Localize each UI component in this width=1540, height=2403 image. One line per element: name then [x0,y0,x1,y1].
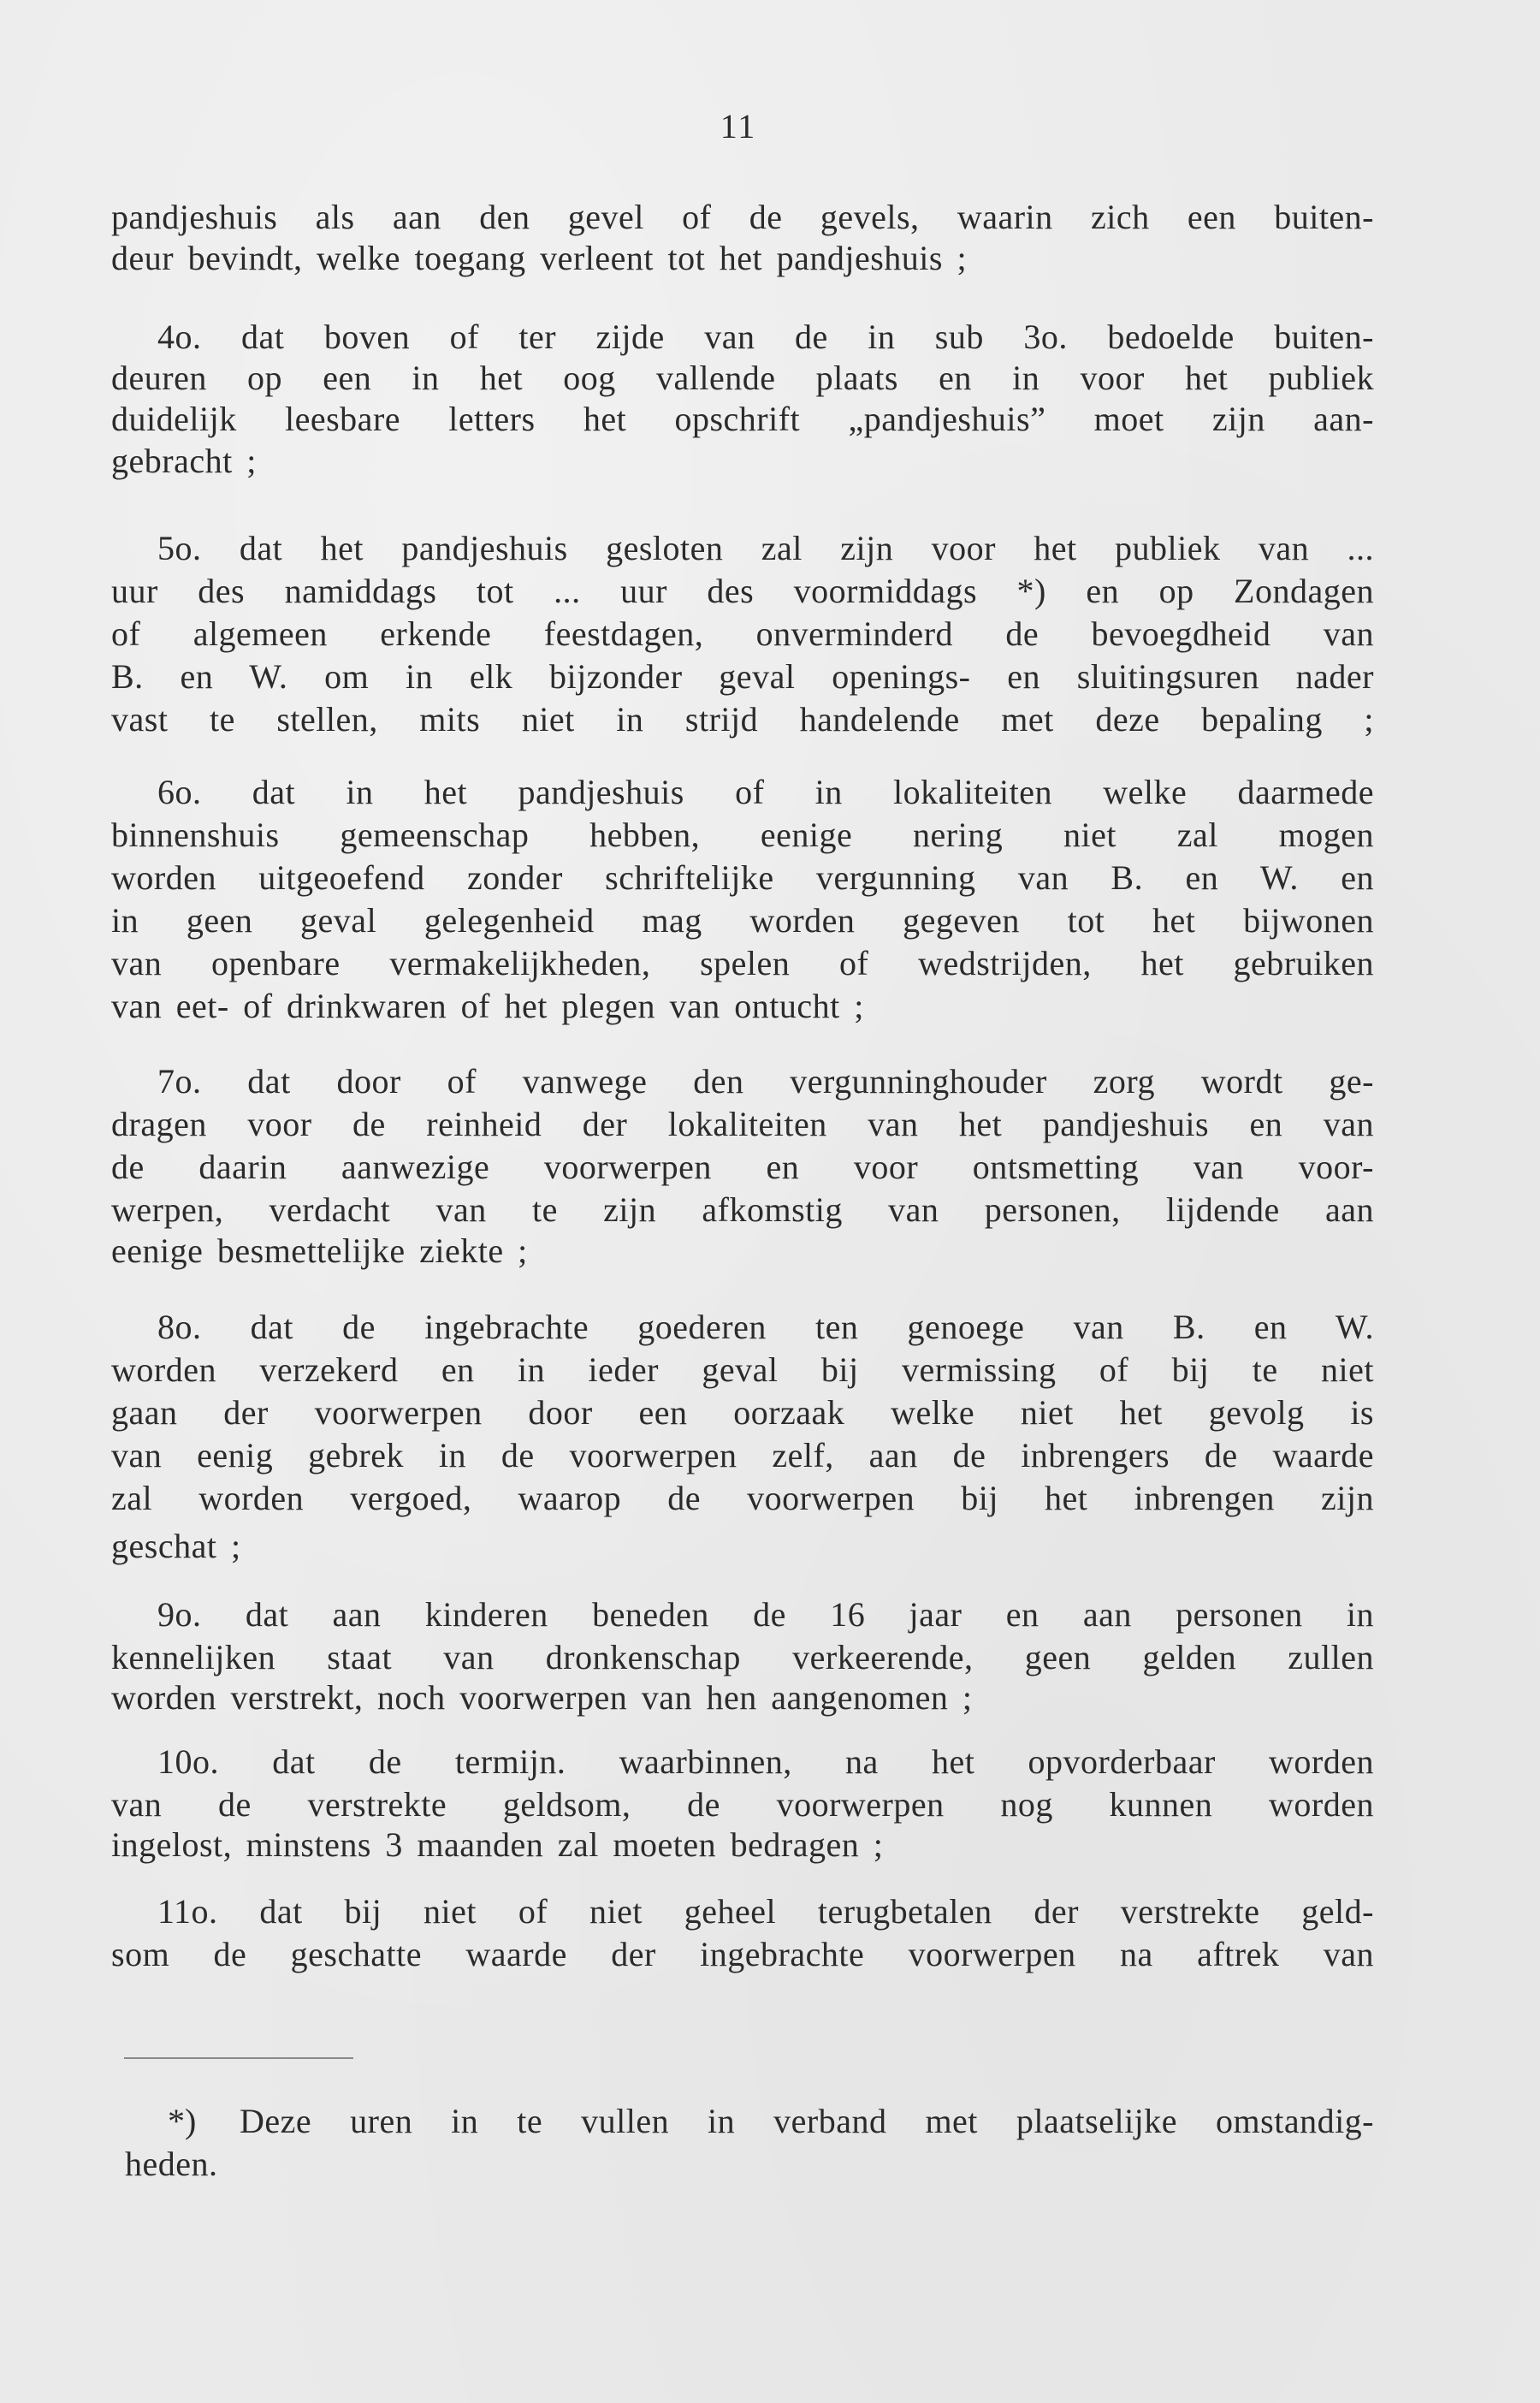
text-line: worden uitgeoefend zonder schriftelijke vergunning van B. en W. en [111,859,1374,897]
text-line: worden verzekerd en in ieder geval bij vermissing of bij te niet [111,1351,1374,1389]
text-line: vast te stellen, mits niet in strijd handelende met deze bepaling ; [111,701,1374,739]
text-line: 5o. dat het pandjeshuis gesloten zal zijn voor het publiek van ... [157,530,1374,567]
footnote-text-continued: heden. [125,2145,218,2183]
text-line: kennelijken staat van dronkenschap verkeerende, geen gelden zullen [111,1639,1374,1676]
text-line: werpen, verdacht van te zijn afkomstig van personen, lijdende aan [111,1191,1374,1229]
footnote-marker: *) [168,2102,197,2140]
text-line: gebracht ; [111,442,257,480]
text-line: gaan der voorwerpen door een oorzaak welke niet het gevolg is [111,1394,1374,1432]
text-line: deur bevindt, welke toegang verleent tot het pandjeshuis ; [111,239,968,277]
text-line: in geen geval gelegenheid mag worden gegeven tot het bijwonen [111,902,1374,940]
text-line: of algemeen erkende feestdagen, onverminderd de bevoegdheid van [111,615,1374,653]
text-line: 10o. dat de termijn. waarbinnen, na het opvorderbaar worden [157,1743,1374,1781]
page-number: 11 [720,107,757,145]
text-line: B. en W. om in elk bijzonder geval openings- en sluitingsuren nader [111,658,1374,696]
footnote-divider [124,2057,353,2059]
text-line: binnenshuis gemeenschap hebben, eenige nering niet zal mogen [111,816,1374,854]
text-line: dragen voor de reinheid der lokaliteiten van het pandjeshuis en van [111,1106,1374,1143]
text-line: 9o. dat aan kinderen beneden de 16 jaar en aan personen in [157,1596,1374,1634]
text-line: van de verstrekte geldsom, de voorwerpen nog kunnen worden [111,1786,1374,1824]
text-line: zal worden vergoed, waarop de voorwerpen bij het inbrengen zijn [111,1480,1374,1517]
text-line: van openbare vermakelijkheden, spelen of wedstrijden, het gebruiken [111,945,1374,982]
text-line: 7o. dat door of vanwege den vergunninghouder zorg wordt ge- [157,1063,1374,1101]
text-line: pandjeshuis als aan den gevel of de gevels, waarin zich een buiten- [111,199,1374,236]
text-line: ingelost, minstens 3 maanden zal moeten bedragen ; [111,1825,884,1864]
text-line: de daarin aanwezige voorwerpen en voor ontsmetting van voor- [111,1148,1374,1186]
text-line: 6o. dat in het pandjeshuis of in lokaliteiten welke daarmede [157,774,1374,811]
footnote-text: Deze uren in te vullen in verband met plaatselijke omstandig- [240,2102,1374,2140]
text-line: geschat ; [111,1527,241,1565]
text-line: 8o. dat de ingebrachte goederen ten genoege van B. en W. [157,1308,1374,1346]
text-line: duidelijk leesbare letters het opschrift „pandjeshuis” moet zijn aan- [111,400,1374,438]
text-line: eenige besmettelijke ziekte ; [111,1231,528,1270]
text-line: uur des namiddags tot ... uur des voormiddags *) en op Zondagen [111,573,1374,610]
text-line: van eenig gebrek in de voorwerpen zelf, aan de inbrengers de waarde [111,1437,1374,1474]
text-line: van eet- of drinkwaren of het plegen van ontucht ; [111,987,864,1025]
text-line: deuren op een in het oog vallende plaats en in voor het publiek [111,359,1374,397]
text-line: 4o. dat boven of ter zijde van de in sub 3o. bedoelde buiten- [157,318,1374,356]
text-line: som de geschatte waarde der ingebrachte voorwerpen na aftrek van [111,1936,1374,1973]
text-line: worden verstrekt, noch voorwerpen van hen aangenomen ; [111,1678,973,1717]
text-line: 11o. dat bij niet of niet geheel terugbetalen der verstrekte geld- [157,1893,1374,1931]
